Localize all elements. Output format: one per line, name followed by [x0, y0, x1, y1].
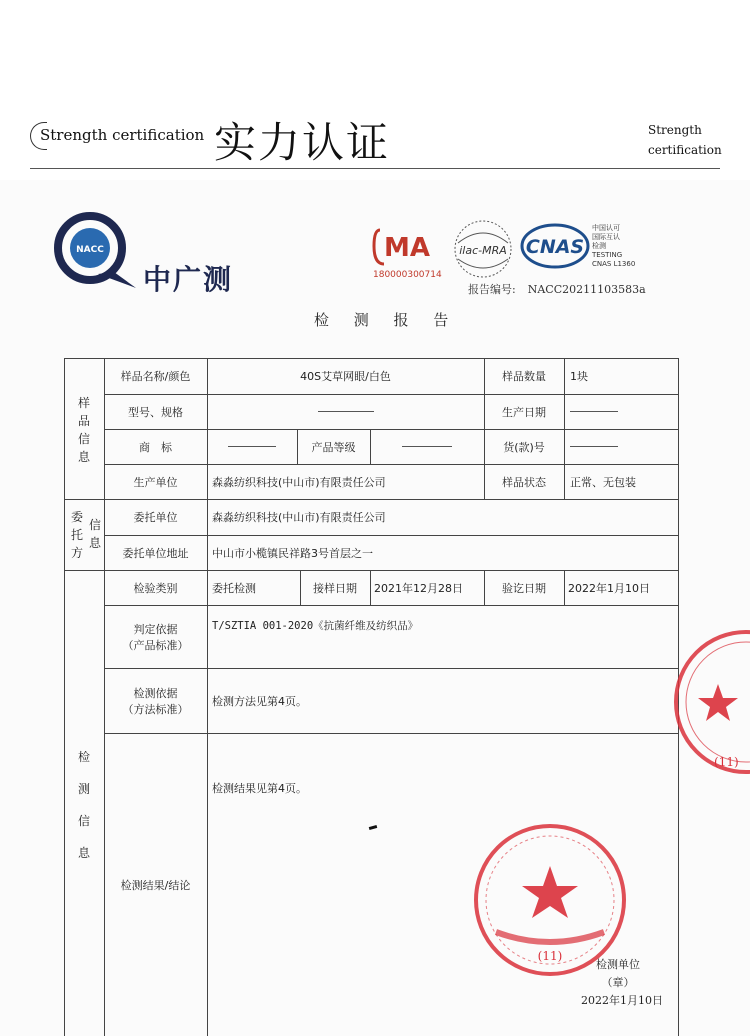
header-title: 实力认证	[214, 118, 391, 167]
cnas-caption-line: 国际互认	[592, 233, 620, 241]
seal-block	[578, 956, 658, 992]
model-value	[207, 394, 484, 429]
report-number-value: NACC20211103583a	[527, 283, 646, 296]
test-type-value: 委托检测	[212, 581, 256, 595]
report-title: 检 测 报 告	[314, 311, 459, 329]
method-label-line: 检测依据	[133, 686, 178, 700]
judge-label-line: （产品标准）	[122, 638, 189, 652]
method-value: 检测方法见第4页。	[212, 694, 307, 708]
sku-label: 货(款)号	[503, 440, 545, 454]
client-addr-value: 中山市小榄镇民祥路3号首层之一	[212, 546, 373, 560]
result-label: 检测结果/结论	[120, 878, 191, 892]
group-client-label-1	[70, 508, 84, 562]
partial-stamp-number: (11)	[714, 755, 739, 769]
cnas-mark-icon	[520, 222, 590, 270]
model-label: 型号、规格	[128, 405, 183, 419]
ilac-label: ilac-MRA	[459, 244, 507, 257]
header-right-caption	[648, 120, 738, 160]
recv-date-value: 2021年12月28日	[374, 581, 463, 595]
cnas-caption-line: CNAS L1360	[592, 260, 636, 268]
cnas-caption	[592, 224, 652, 269]
cma-code: 180000300714	[373, 270, 442, 280]
group-test-label	[77, 741, 91, 869]
test-type-label: 检验类别	[133, 581, 178, 595]
end-date-label: 验讫日期	[502, 581, 546, 595]
header-right-line-2: certification	[648, 143, 722, 157]
sample-qty-value: 1块	[570, 370, 588, 383]
grade-value	[370, 429, 484, 464]
nacc-badge-text: NACC	[76, 245, 104, 255]
stamp-number: (11)	[537, 949, 563, 963]
header-pill-text: Strength certification	[30, 126, 204, 144]
recv-date-label: 接样日期	[313, 581, 357, 595]
group-client-char: 委	[70, 510, 83, 524]
grade-label: 产品等级	[311, 440, 356, 454]
group-client-char: 息	[88, 536, 101, 550]
method-label	[104, 668, 207, 733]
cnas-caption-line: 中国认可	[592, 224, 620, 232]
sample-name-value: 40S艾草网眼/白色	[300, 370, 391, 383]
seal-stamp-word: （章）	[601, 976, 635, 989]
client-value: 森淼纺织科技(中山市)有限责任公司	[212, 511, 386, 524]
group-sample-label	[77, 394, 91, 466]
method-label-line: （方法标准）	[122, 702, 189, 716]
client-label: 委托单位	[133, 511, 178, 524]
report-number	[468, 281, 646, 297]
seal-unit: 检测单位	[596, 958, 640, 971]
cma-mark-icon	[372, 224, 442, 268]
prod-date-label: 生产日期	[502, 405, 546, 419]
maker-label: 生产单位	[133, 475, 178, 489]
ilac-mra-icon	[450, 219, 516, 279]
nacc-logo-icon	[48, 212, 140, 290]
judge-value: T/SZTIA 001-2020《抗菌纤维及纺织品》	[212, 619, 419, 632]
sample-name-label: 样品名称/颜色	[120, 370, 191, 383]
header-divider	[30, 168, 720, 169]
partial-stamp-icon	[668, 628, 750, 778]
group-sample-text: 样品信息	[77, 396, 90, 464]
header-right-line-1: Strength	[648, 123, 702, 137]
state-value: 正常、无包装	[570, 475, 636, 489]
sample-qty-label: 样品数量	[502, 370, 546, 383]
state-label: 样品状态	[502, 475, 546, 489]
page-header	[0, 0, 750, 180]
brand-value	[207, 429, 297, 464]
maker-value: 森淼纺织科技(中山市)有限责任公司	[212, 475, 386, 489]
end-date-value: 2022年1月10日	[568, 581, 650, 595]
cma-label: MA	[384, 233, 430, 263]
seal-date: 2022年1月10日	[581, 994, 663, 1007]
cnas-caption-line: 检测	[592, 242, 606, 250]
group-client-char: 信	[88, 518, 101, 532]
cnas-label: CNAS	[525, 236, 585, 258]
group-client-char: 托	[70, 528, 83, 542]
prod-date-value	[570, 394, 670, 429]
brand-label: 商 标	[139, 440, 172, 454]
group-client-char: 方	[70, 546, 83, 560]
group-client-label-2	[88, 516, 102, 552]
sku-value	[570, 429, 670, 464]
report-number-label: 报告编号:	[468, 283, 516, 296]
result-value: 检测结果见第4页。	[212, 782, 307, 795]
cnas-caption-line: TESTING	[592, 251, 623, 259]
judge-label-line: 判定依据	[133, 622, 178, 636]
logo-name: 中广测	[143, 263, 234, 296]
group-test-text: 检测信息	[77, 750, 90, 860]
client-addr-label: 委托单位地址	[122, 546, 189, 560]
judge-label	[104, 605, 207, 668]
